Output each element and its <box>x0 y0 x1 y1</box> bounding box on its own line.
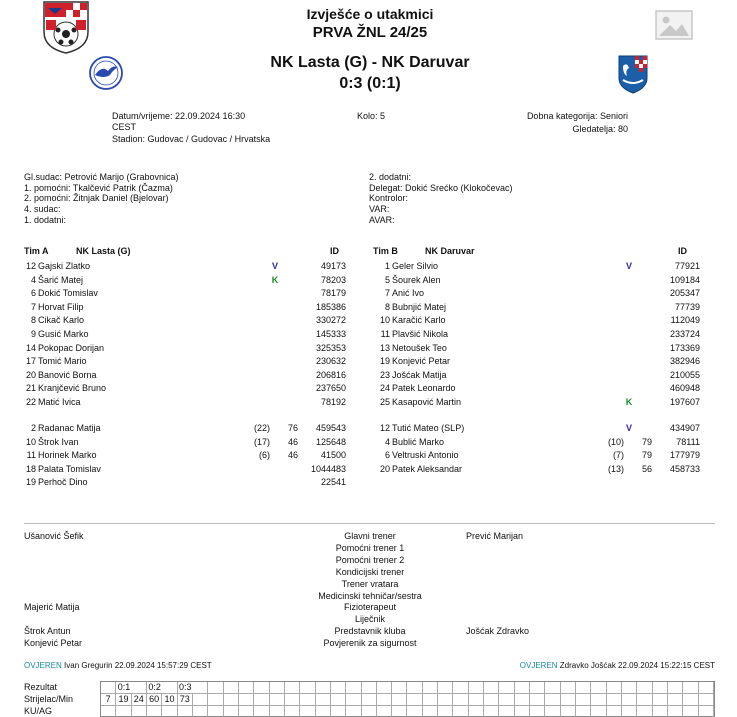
staff-role: Medicinski tehničar/sestra <box>318 590 422 601</box>
player-name: Gusić Marko <box>38 329 89 339</box>
player-name: Pokopac Dorijan <box>38 342 105 353</box>
league-title: PRVA ŽNL 24/25 <box>312 24 428 41</box>
official-left-line: 1. pomoćni: Tkalčević Patrik (Čazma) <box>24 182 173 193</box>
results-row-label-0: Rezultat <box>24 682 58 692</box>
results-grid-cell <box>530 682 545 693</box>
results-grid-cell <box>653 694 668 705</box>
staff-left-name: Ušanović Šefik <box>24 531 84 541</box>
results-grid-cell <box>423 694 438 705</box>
staff-role: Povjerenik za sigurnost <box>323 638 417 649</box>
player-number: 12 <box>379 423 390 433</box>
player-id: 382946 <box>669 356 700 367</box>
player-id: 145333 <box>315 329 346 339</box>
results-grid-cell <box>484 706 499 717</box>
staff-role: Liječnik <box>354 614 385 625</box>
player-id: 205347 <box>669 288 700 299</box>
player-number: 21 <box>25 383 36 394</box>
player-number: 17 <box>25 356 36 367</box>
player-id: 330272 <box>315 315 346 326</box>
report-title: Izvješće o utakmici <box>306 6 434 22</box>
results-grid-cell <box>591 682 606 693</box>
results-grid-cell <box>515 706 530 717</box>
results-grid-row <box>101 694 714 706</box>
player-id: 1044483 <box>310 463 346 474</box>
player-name: Jošćak Matija <box>392 369 447 380</box>
official-left-line: 2. pomoćni: Žitnjak Daniel (Bjelovar) <box>24 193 169 204</box>
player-name: Karačić Karlo <box>392 315 446 326</box>
official-right-line: 2. dodatni: <box>369 172 412 182</box>
results-grid-cell <box>653 706 668 717</box>
player-sub-minute: 76 <box>287 423 298 433</box>
results-grid-cell <box>377 706 392 717</box>
official-right-line: Kontrolor: <box>369 193 409 204</box>
results-grid-cell: 10 <box>162 694 177 705</box>
staff-role: Pomoćni trener 2 <box>335 554 405 565</box>
results-grid-cell <box>668 706 683 717</box>
player-name: Veltruski Antonio <box>392 450 459 461</box>
verified-right-tag: OVJEREN <box>519 661 558 670</box>
verified-right-text: Zdravko Jošćak 22.09.2024 15:22:15 CEST <box>559 661 715 670</box>
player-sub-minute: 46 <box>287 450 298 461</box>
results-grid-cell <box>637 706 652 717</box>
player-sub-minute: 46 <box>287 436 298 447</box>
player-id: 78203 <box>320 274 346 285</box>
results-grid-cell <box>653 682 668 693</box>
official-right-line: Delegat: Dokić Srećko (Klokočevac) <box>369 182 513 193</box>
player-number: 20 <box>25 369 36 380</box>
results-grid-cell <box>408 694 423 705</box>
player-number: 4 <box>384 436 390 447</box>
results-grid-cell <box>699 694 714 705</box>
results-grid-cell <box>637 694 652 705</box>
results-grid-cell <box>285 694 300 705</box>
verified-left <box>24 661 212 670</box>
staff-left-name: Štrok Antun <box>24 626 71 637</box>
player-id: 434907 <box>669 423 700 433</box>
results-grid-cell <box>683 682 698 693</box>
official-right-line: AVAR: <box>369 214 395 225</box>
results-grid-cell <box>637 682 652 693</box>
player-id: 237650 <box>315 383 346 394</box>
player-number: 10 <box>379 315 390 326</box>
results-grid-cell <box>254 694 269 705</box>
results-grid-cell <box>545 706 560 717</box>
results-grid-cell <box>484 682 499 693</box>
results-grid-cell <box>331 694 346 705</box>
results-grid-cell <box>591 694 606 705</box>
results-grid-cell <box>285 682 300 693</box>
results-grid-cell <box>576 694 591 705</box>
player-id: 173369 <box>669 342 700 353</box>
player-number: 22 <box>25 397 36 407</box>
player-number: 4 <box>30 274 36 285</box>
player-id: 230632 <box>315 356 346 367</box>
staff-role: Kondicijski trener <box>335 566 405 577</box>
results-grid-cell <box>668 694 683 705</box>
results-grid-cell <box>408 682 423 693</box>
player-id: 49173 <box>320 261 346 271</box>
player-number: 23 <box>379 369 390 380</box>
results-grid-cell <box>116 706 131 717</box>
results-grid-cell <box>132 706 147 717</box>
match-score: 0:3 (0:1) <box>339 75 401 92</box>
player-role-mark: V <box>625 261 632 271</box>
results-grid-cell <box>239 706 254 717</box>
results-grid-cell <box>469 682 484 693</box>
staff-role: Glavni trener <box>344 531 396 541</box>
player-name: Cikač Karlo <box>38 315 85 326</box>
results-grid-cell <box>254 706 269 717</box>
results-grid-cell <box>331 706 346 717</box>
player-name: Netoušek Teo <box>392 342 447 353</box>
match-datetime: Datum/vrijeme: 22.09.2024 16:30 <box>112 111 246 121</box>
results-grid-cell <box>193 706 208 717</box>
spectators: Gledatelja: 80 <box>572 124 628 134</box>
results-grid-cell <box>239 694 254 705</box>
results-grid-cell <box>316 706 331 717</box>
player-name: Geler Silvio <box>392 261 439 271</box>
official-left-line: 1. dodatni: <box>24 214 67 225</box>
player-number: 19 <box>379 356 390 367</box>
player-name: Patek Aleksandar <box>392 463 463 474</box>
results-grid <box>100 681 715 717</box>
results-grid-cell <box>515 682 530 693</box>
results-grid-cell <box>530 706 545 717</box>
results-grid-cell <box>530 694 545 705</box>
results-grid-cell <box>499 682 514 693</box>
results-grid-cell <box>362 682 377 693</box>
age-category: Dobna kategorija: Seniori <box>526 111 628 121</box>
player-name: Dokić Tomislav <box>38 288 98 299</box>
results-grid-cell <box>423 682 438 693</box>
player-name: Gajski Zlatko <box>38 261 91 271</box>
results-grid-cell <box>254 682 269 693</box>
results-grid-cell <box>499 706 514 717</box>
player-number: 5 <box>384 274 390 285</box>
results-grid-cell <box>316 694 331 705</box>
results-grid-cell <box>469 706 484 717</box>
results-grid-cell <box>591 706 606 717</box>
results-grid-cell <box>285 706 300 717</box>
player-number: 11 <box>26 450 36 461</box>
player-name: Palata Tomislav <box>38 463 101 474</box>
player-sub-minute: 79 <box>641 450 652 461</box>
player-name: Horvat Filip <box>38 301 84 312</box>
player-name: Bublić Marko <box>392 436 445 447</box>
results-grid-cell <box>545 682 560 693</box>
player-sub-for: (6) <box>259 450 270 461</box>
player-id: 206816 <box>315 369 346 380</box>
staff-right-name: Jošćak Zdravko <box>466 626 530 637</box>
results-grid-cell <box>270 682 285 693</box>
results-grid-cell <box>438 682 453 693</box>
player-id: 78179 <box>320 288 346 299</box>
match-title: NK Lasta (G) - NK Daruvar <box>270 54 470 71</box>
results-grid-cell <box>392 694 407 705</box>
staff-left-name: Konjević Petar <box>24 638 83 649</box>
nk-lasta-crest-logo <box>42 0 90 54</box>
player-name: Konjević Petar <box>392 356 451 367</box>
player-id: 197607 <box>669 397 700 407</box>
results-grid-cell <box>224 706 239 717</box>
player-id: 125648 <box>315 436 346 447</box>
player-number: 7 <box>30 301 36 312</box>
image-placeholder-icon <box>655 10 693 40</box>
player-name: Štrok Ivan <box>38 436 79 447</box>
results-grid-cell <box>545 694 560 705</box>
player-id: 112049 <box>670 315 700 326</box>
results-grid-cell <box>239 682 254 693</box>
results-grid-cell <box>377 682 392 693</box>
results-row-label-1: Strijelac/Min <box>24 694 74 704</box>
verified-left-text: Ivan Gregurin 22.09.2024 15:57:29 CEST <box>64 661 212 670</box>
results-grid-cell <box>101 706 116 717</box>
player-id: 185386 <box>315 301 346 312</box>
results-grid-cell <box>346 682 361 693</box>
player-number: 25 <box>379 397 390 407</box>
results-grid-cell <box>699 706 714 717</box>
results-row-label-2: KU/AG <box>24 706 53 716</box>
player-id: 77739 <box>674 301 700 312</box>
results-grid-cell <box>607 682 622 693</box>
results-grid-cell <box>453 694 468 705</box>
results-grid-cell: 7 <box>101 694 116 705</box>
player-sub-minute: 79 <box>641 436 652 447</box>
results-grid-cell <box>300 694 315 705</box>
player-id: 210055 <box>669 369 700 380</box>
results-grid-cell <box>622 682 637 693</box>
match-stadium: Stadion: Gudovac / Gudovac / Hrvatska <box>112 134 271 144</box>
results-grid-cell <box>453 682 468 693</box>
player-id: 233724 <box>669 329 700 339</box>
results-grid-cell <box>438 706 453 717</box>
player-number: 13 <box>379 342 390 353</box>
official-left-line: Gl.sudac: Petrović Marijo (Grabovnica) <box>24 172 179 182</box>
results-grid-cell <box>178 706 193 717</box>
player-number: 9 <box>30 329 36 339</box>
results-grid-row <box>101 682 714 694</box>
player-role-mark: V <box>625 423 632 433</box>
player-name: Šarić Matej <box>38 274 84 285</box>
results-grid-row <box>101 706 714 717</box>
player-number: 14 <box>25 342 36 353</box>
team-b-id-header: ID <box>678 246 687 256</box>
results-grid-cell <box>300 706 315 717</box>
results-grid-cell <box>576 706 591 717</box>
player-name: Šourek Alen <box>392 274 441 285</box>
team-b-label: Tim B <box>373 246 398 256</box>
player-number: 6 <box>384 450 390 461</box>
player-id: 458733 <box>669 463 700 474</box>
player-number: 1 <box>384 261 390 271</box>
results-grid-cell <box>683 706 698 717</box>
player-id: 78111 <box>676 436 700 447</box>
results-grid-cell: 0:2 <box>148 682 161 692</box>
player-name: Kranjčević Bruno <box>38 383 107 394</box>
results-grid-cell <box>346 706 361 717</box>
player-number: 24 <box>379 383 390 394</box>
results-grid-cell <box>453 706 468 717</box>
player-id: 41500 <box>320 450 346 461</box>
team-a-label: Tim A <box>24 246 49 256</box>
divider <box>24 523 715 524</box>
staff-role: Predstavnik kluba <box>334 626 406 637</box>
results-grid-cell <box>392 682 407 693</box>
player-number: 11 <box>380 329 390 339</box>
player-number: 6 <box>30 288 36 299</box>
nk-daruvar-crest-logo <box>617 54 649 94</box>
results-grid-cell <box>331 682 346 693</box>
results-grid-cell <box>515 694 530 705</box>
match-round: Kolo: 5 <box>357 111 386 121</box>
verified-left-tag: OVJEREN <box>24 661 62 670</box>
results-grid-cell: 24 <box>132 694 147 705</box>
staff-left-name: Majerić Matija <box>24 602 80 613</box>
player-id: 22541 <box>320 477 346 488</box>
player-name: Horinek Marko <box>38 450 97 461</box>
results-grid-cell <box>607 706 622 717</box>
results-grid-cell <box>224 694 239 705</box>
player-sub-for: (7) <box>613 450 624 461</box>
player-name: Tomić Mario <box>38 356 87 367</box>
staff-role: Fizioterapeut <box>343 602 397 613</box>
results-grid-cell <box>193 694 208 705</box>
staff-role: Trener vratara <box>341 578 399 589</box>
results-grid-cell <box>346 694 361 705</box>
results-grid-cell <box>147 706 162 717</box>
player-sub-for: (10) <box>607 436 624 447</box>
results-grid-cell <box>162 706 177 717</box>
player-id: 459543 <box>315 423 346 433</box>
results-grid-cell <box>270 694 285 705</box>
player-id: 460948 <box>669 383 700 394</box>
player-name: Anić Ivo <box>392 288 425 299</box>
results-grid-cell <box>668 682 683 693</box>
results-grid-cell <box>362 694 377 705</box>
results-grid-cell <box>270 706 285 717</box>
results-grid-cell <box>408 706 423 717</box>
player-name: Tutić Mateo (SLP) <box>392 423 465 433</box>
results-grid-cell <box>622 706 637 717</box>
results-grid-cell <box>208 682 223 693</box>
official-right-line: VAR: <box>369 204 390 215</box>
results-grid-cell <box>377 694 392 705</box>
results-grid-cell <box>561 706 576 717</box>
player-sub-minute: 56 <box>641 463 652 474</box>
player-number: 19 <box>25 477 36 488</box>
results-grid-cell: 0:3 <box>179 682 192 692</box>
results-grid-cell <box>484 694 499 705</box>
results-grid-cell <box>622 694 637 705</box>
results-grid-cell: 73 <box>178 694 193 705</box>
results-grid-cell <box>683 694 698 705</box>
nk-lasta-bird-logo <box>88 55 124 91</box>
staff-role: Pomoćni trener 1 <box>335 542 405 553</box>
player-name: Banović Borna <box>38 369 97 380</box>
player-sub-for: (13) <box>607 463 624 474</box>
player-role-mark: K <box>271 274 279 285</box>
player-number: 20 <box>379 463 390 474</box>
match-timezone: CEST <box>112 122 137 132</box>
staff-right-name: Prević Marijan <box>466 531 524 541</box>
team-a-name: NK Lasta (G) <box>76 246 131 256</box>
official-left-line: 4. sudac: <box>24 204 61 215</box>
results-grid-cell: 0:1 <box>117 682 131 692</box>
player-id: 109184 <box>669 274 700 285</box>
team-a-id-header: ID <box>330 246 339 256</box>
results-grid-cell <box>423 706 438 717</box>
results-grid-cell <box>499 694 514 705</box>
player-number: 10 <box>25 436 36 447</box>
results-grid-cell <box>607 694 622 705</box>
results-grid-cell <box>224 682 239 693</box>
player-name: Bubnjić Matej <box>392 301 447 312</box>
results-grid-cell <box>561 694 576 705</box>
team-b-name: NK Daruvar <box>425 246 475 256</box>
results-grid-cell <box>193 682 208 693</box>
player-name: Kasapović Martin <box>392 397 462 407</box>
results-grid-cell: 19 <box>116 694 131 705</box>
player-number: 18 <box>25 463 36 474</box>
results-grid-cell <box>699 682 714 693</box>
results-grid-cell <box>208 706 223 717</box>
results-grid-cell <box>561 682 576 693</box>
results-grid-cell <box>392 706 407 717</box>
player-name: Patek Leonardo <box>392 383 456 394</box>
verified-right <box>420 661 715 670</box>
results-grid-cell <box>362 706 377 717</box>
player-name: Plavšić Nikola <box>392 329 449 339</box>
results-grid-cell: 60 <box>147 694 162 705</box>
player-id: 77921 <box>674 261 700 271</box>
player-number: 7 <box>384 288 390 299</box>
player-sub-for: (17) <box>253 436 270 447</box>
player-role-mark: K <box>625 397 633 407</box>
player-id: 325353 <box>315 342 346 353</box>
player-name: Matić Ivica <box>38 397 81 407</box>
player-name: Perhoč Dino <box>38 477 88 488</box>
results-grid-cell <box>576 682 591 693</box>
results-grid-cell <box>438 694 453 705</box>
player-number: 8 <box>384 301 390 312</box>
player-name: Radanac Matija <box>38 423 101 433</box>
results-grid-cell <box>316 682 331 693</box>
player-number: 12 <box>25 261 36 271</box>
player-sub-for: (22) <box>253 423 270 433</box>
player-id: 177979 <box>669 450 700 461</box>
player-role-mark: V <box>271 261 278 271</box>
player-id: 78192 <box>320 397 346 407</box>
player-number: 2 <box>30 423 36 433</box>
results-grid-cell <box>300 682 315 693</box>
results-grid-cell <box>469 694 484 705</box>
player-number: 8 <box>30 315 36 326</box>
results-grid-cell <box>208 694 223 705</box>
